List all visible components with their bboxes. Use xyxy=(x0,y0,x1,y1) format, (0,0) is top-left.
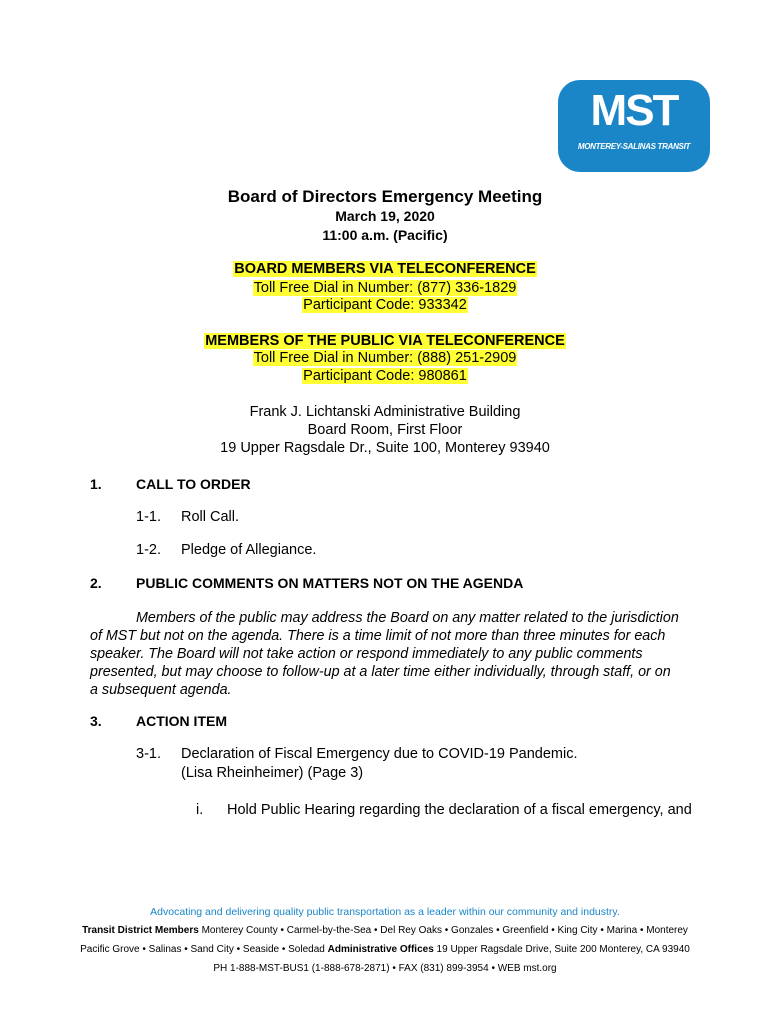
mst-logo xyxy=(558,80,710,172)
public-comment-line-3: speaker. The Board will not take action or respond immediately to any public comments xyxy=(90,646,643,662)
public-comment-line-2: of MST but not on the agenda. There is a time limit of not more than three minutes for each xyxy=(90,628,666,644)
board-tele-code-line xyxy=(0,297,770,313)
item-1-1-number: 1-1. xyxy=(136,509,161,525)
section-2-title: PUBLIC COMMENTS ON MATTERS NOT ON THE AGENDA xyxy=(136,575,524,591)
footer-members-a: Monterey County • Carmel-by-the-Sea • Del Rey Oaks • Gonzales • Greenfield • King City • Marina • Monterey xyxy=(201,925,688,936)
meeting-time: 11:00 a.m. (Pacific) xyxy=(322,227,448,243)
public-tele-dial-line xyxy=(0,350,770,366)
location-room: Board Room, First Floor xyxy=(307,422,463,438)
footer-members-line xyxy=(0,925,770,936)
public-tele-heading: MEMBERS OF THE PUBLIC VIA TELECONFERENCE xyxy=(205,333,565,349)
item-1-2-number: 1-2. xyxy=(136,542,161,558)
footer-members-b: Pacific Grove • Salinas • Sand City • Seaside • Soledad xyxy=(80,944,325,955)
section-1-number: 1. xyxy=(90,476,102,492)
board-tele-dial: Toll Free Dial in Number: (877) 336-1829 xyxy=(253,280,517,296)
meeting-date: March 19, 2020 xyxy=(335,208,435,224)
board-tele-heading: BOARD MEMBERS VIA TELECONFERENCE xyxy=(234,261,536,277)
logo-subtext: MONTEREY-SALINAS TRANSIT xyxy=(577,142,691,151)
footer-tagline: Advocating and delivering quality public transportation as a leader within our community and industry. xyxy=(150,906,620,918)
location-address: 19 Upper Ragsdale Dr., Suite 100, Monterey 93940 xyxy=(220,440,550,456)
item-1-2-text: Pledge of Allegiance. xyxy=(181,542,317,558)
item-1-1-text: Roll Call. xyxy=(181,509,240,525)
item-3-1-presenter: (Lisa Rheinheimer) (Page 3) xyxy=(181,765,364,781)
section-1-title: CALL TO ORDER xyxy=(136,476,251,492)
section-2-number: 2. xyxy=(90,575,102,591)
meeting-title: Board of Directors Emergency Meeting xyxy=(227,187,543,206)
logo-text: MST xyxy=(590,86,678,135)
footer-offices-label: Administrative Offices xyxy=(327,944,434,955)
item-3-1-text: Declaration of Fiscal Emergency due to COVID-19 Pandemic. xyxy=(181,746,578,762)
board-tele-code: Participant Code: 933342 xyxy=(303,297,467,313)
public-comment-line-1: Members of the public may address the Board on any matter related to the jurisdiction xyxy=(136,610,679,626)
board-tele-dial-line xyxy=(0,280,770,296)
public-tele-code: Participant Code: 980861 xyxy=(303,368,467,384)
public-tele-heading-line xyxy=(0,333,770,349)
section-3-number: 3. xyxy=(90,713,102,729)
footer-offices-text: 19 Upper Ragsdale Drive, Suite 200 Monterey, CA 93940 xyxy=(436,944,690,955)
footer-contact: PH 1-888-MST-BUS1 (1-888-678-2871) • FAX (831) 899-3954 • WEB mst.org xyxy=(213,963,557,974)
item-3-1-number: 3-1. xyxy=(136,746,161,762)
public-comment-line-4: presented, but may choose to follow-up at a later time either individually, through staff, or on xyxy=(90,664,671,680)
footer-members-label: Transit District Members xyxy=(82,925,199,936)
public-tele-dial: Toll Free Dial in Number: (888) 251-2909 xyxy=(253,350,517,366)
footer-offices-line xyxy=(0,944,770,955)
sub-item-i-text: Hold Public Hearing regarding the declaration of a fiscal emergency, and xyxy=(227,802,692,818)
public-comment-line-5: a subsequent agenda. xyxy=(90,682,232,698)
board-tele-heading-line xyxy=(0,261,770,277)
public-tele-code-line xyxy=(0,368,770,384)
location-building: Frank J. Lichtanski Administrative Building xyxy=(249,404,521,420)
sub-item-i-number: i. xyxy=(196,802,204,818)
section-3-title: ACTION ITEM xyxy=(136,713,227,729)
